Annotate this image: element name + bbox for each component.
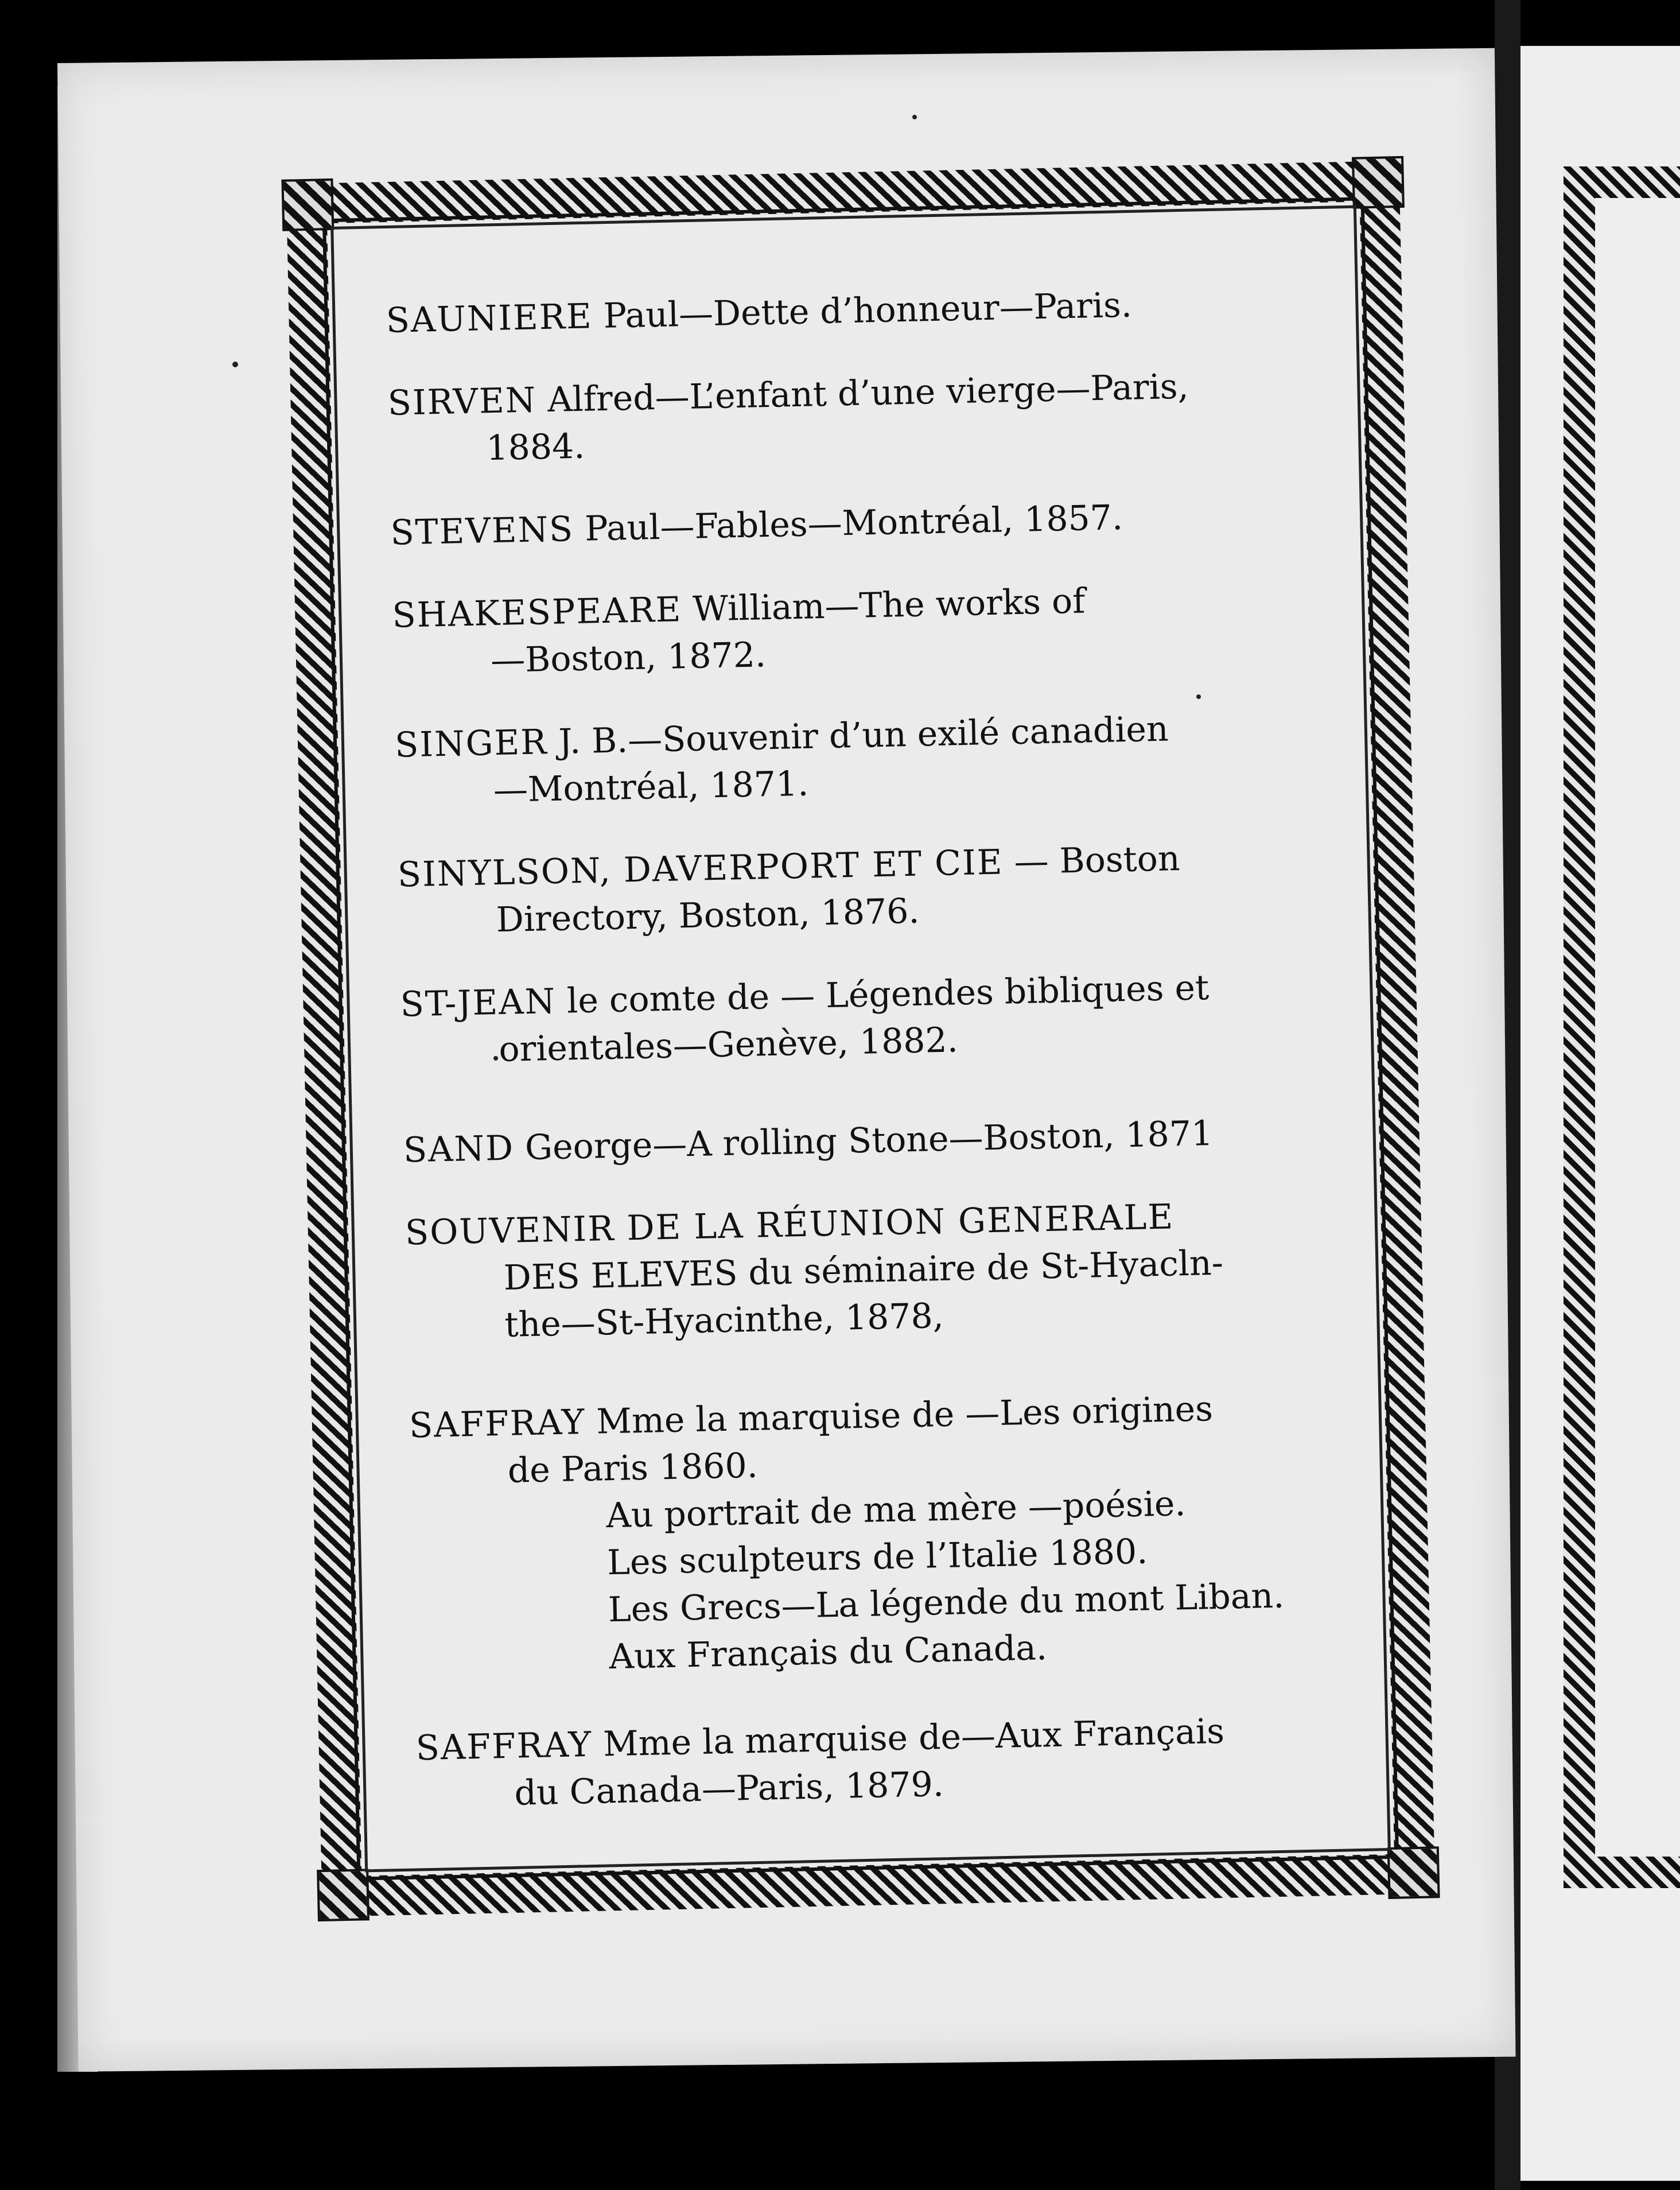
entry-author: ST-JEAN [400, 981, 557, 1025]
entry-details: Mme la marquise de —Les origines [585, 1389, 1214, 1443]
border-corner-ornament [281, 178, 334, 231]
bibliography-entry [409, 1382, 1378, 1684]
bibliography-entry [415, 1704, 1381, 1819]
bibliography-entry [403, 1106, 1367, 1174]
border-corner-ornament [1387, 1846, 1440, 1899]
bibliography-entry [392, 572, 1358, 686]
entry-details: — Boston [1002, 838, 1181, 883]
bibliography-entry [387, 360, 1353, 474]
entry-author: SOUVENIR DE LA RÉUNION GENERALE [405, 1197, 1175, 1253]
entry-continuation: de Paris 1860. [507, 1445, 759, 1491]
entry-details: Alfred—L’enfant d’une vierge—Paris, [536, 366, 1189, 421]
bibliography-entry [394, 702, 1360, 816]
entry-continuation: —Boston, 1872. [490, 635, 767, 681]
entry-author: SIRVEN [387, 380, 537, 424]
entry-subtitle: Les Grecs—La légende du mont Liban. [608, 1575, 1285, 1630]
dust-speck [232, 362, 238, 367]
bibliography-entry [405, 1189, 1371, 1350]
entry-first-line [403, 1106, 1367, 1174]
entry-author: SINGER [394, 722, 549, 766]
dust-speck [912, 115, 917, 119]
entry-continuation: the—St-Hyacinthe, 1878, [504, 1295, 944, 1345]
entry-details: J. B.—Souvenir d’un exilé canadien [547, 709, 1169, 763]
entry-continuation: —Montréal, 1871. [493, 763, 809, 811]
bibliography-entry [390, 490, 1355, 557]
border-corner-ornament [317, 1869, 370, 1921]
entry-continuation: orientales—Genève, 1882. [498, 1020, 959, 1070]
entry-details: George—A rolling Stone—Boston, 1871 [514, 1113, 1214, 1168]
entry-details: William—The works of [681, 581, 1086, 630]
entry-continuation: 1884. [485, 426, 585, 469]
bibliography-entry [397, 831, 1363, 945]
entry-author: SINYLSON, DAVERPORT ET CIE [397, 842, 1004, 895]
entry-subtitle: Aux Français du Canada. [608, 1628, 1048, 1678]
bibliography-list [386, 277, 1382, 1847]
entry-author: SAFFRAY [409, 1402, 586, 1446]
entry-continuation: DES ELEVES du séminaire de St-Hyacln- [503, 1242, 1224, 1298]
dust-speck [493, 1056, 498, 1061]
border-corner-ornament [1352, 156, 1405, 209]
entry-subtitle: Les sculpteurs de l’Italie 1880. [606, 1531, 1148, 1583]
entry-details: Mme la marquise de—Aux Français [592, 1711, 1225, 1765]
entry-author: SAUNIERE [386, 296, 593, 341]
right-page-ornamental-border [1564, 166, 1680, 1888]
entry-subtitle: Au portrait de ma mère —poésie. [605, 1484, 1187, 1536]
entry-author: SHAKESPEARE [391, 589, 683, 636]
entry-details: Paul—Fables—Montréal, 1857. [573, 498, 1123, 550]
entry-details: le comte de — Légendes bibliques et [555, 968, 1210, 1022]
entry-author: SAFFRAY [415, 1724, 593, 1769]
entry-first-line [390, 490, 1355, 557]
entry-continuation: Directory, Boston, 1876. [495, 891, 920, 941]
entry-author: STEVENS [390, 509, 574, 553]
bibliography-entry [400, 961, 1366, 1075]
entry-continuation: du Canada—Paris, 1879. [514, 1764, 944, 1814]
dust-speck [1196, 694, 1201, 699]
entry-author: SAND [403, 1128, 515, 1171]
entry-details: Paul—Dette d’honneur—Paris. [592, 285, 1133, 337]
